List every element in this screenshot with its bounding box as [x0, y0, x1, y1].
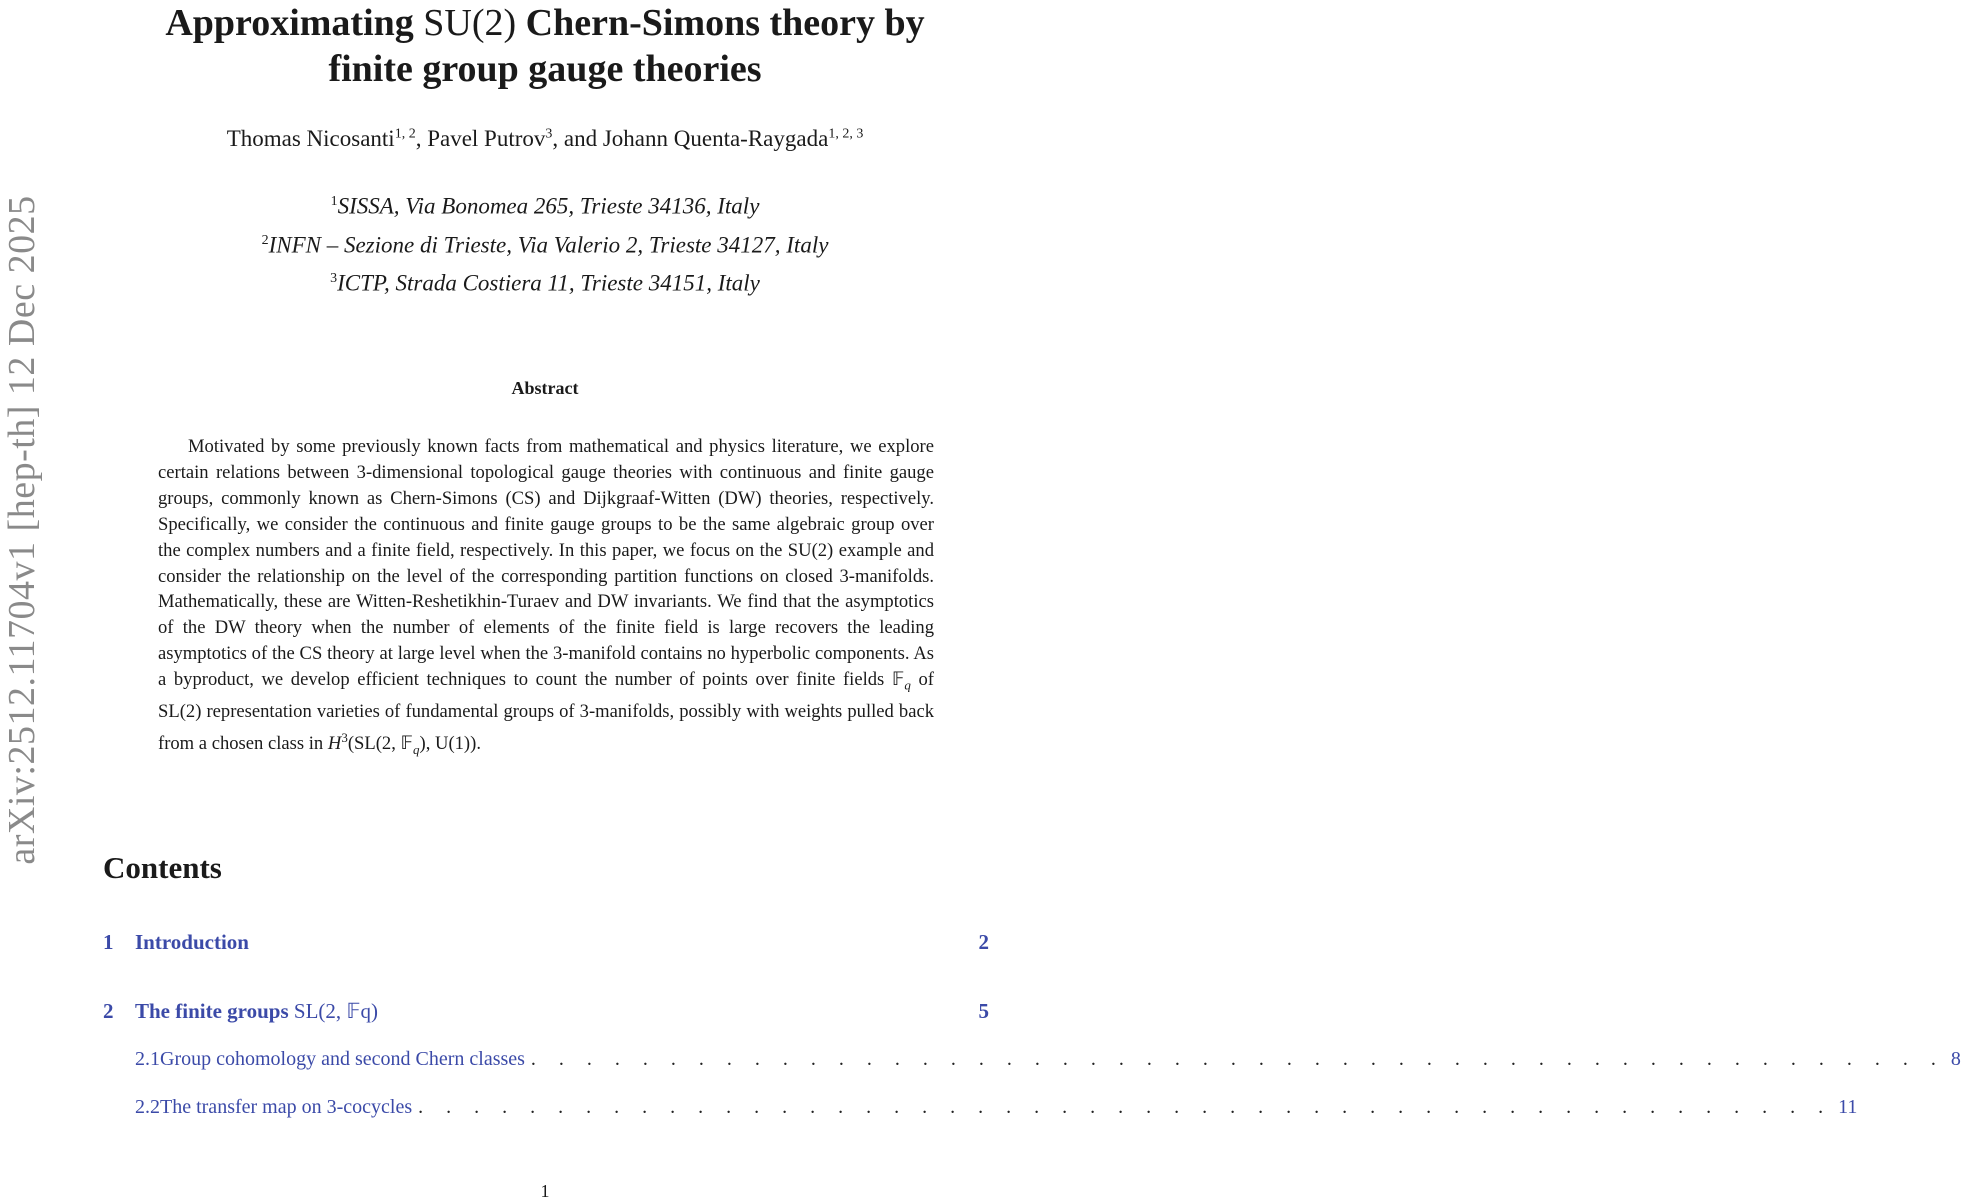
affiliation-text: ICTP, Strada Costiera 11, Trieste 34151, Italy [337, 270, 760, 296]
page-number: 1 [540, 1181, 550, 1201]
abstract-superscript: 3 [341, 729, 348, 745]
toc-page: 2 [978, 930, 989, 954]
toc-dot-leader: . . . . . . . . . . . . . . . . . . . . . . . . . . . . . . . . . . . . . . . . . . . . . . . . . . . [418, 1096, 1833, 1118]
toc-page: 11 [1838, 1096, 1858, 1118]
toc-number: 2.2 [135, 1096, 160, 1118]
toc-number: 2.1 [135, 1048, 160, 1070]
toc-dot-leader: . . . . . . . . . . . . . . . . . . . . . . . . . . . . . . . . . . . . . . . . . . . . . . . . . . . [530, 1048, 1945, 1070]
affiliation-mark: 2 [261, 232, 269, 248]
author-name: Johann Quenta-Raygada [602, 126, 829, 151]
affiliation [100, 262, 990, 301]
title-math: SU(2) [423, 2, 517, 44]
affiliation-mark: 3 [330, 271, 338, 287]
affiliation-mark: 1 [330, 194, 338, 209]
toc-title-text: Introduction [135, 930, 249, 954]
abstract-heading: Abstract [511, 378, 579, 398]
abstract-body [158, 434, 934, 763]
toc-entry-group-cohomology[interactable] [103, 1048, 1961, 1071]
title-text: Chern-Simons theory by [516, 2, 925, 44]
arxiv-watermark [0, 180, 44, 880]
author-affiliation-mark: 1, 2 [394, 126, 416, 142]
affiliation-text: SISSA, Via Bonomea 265, Trieste 34136, Italy [337, 193, 760, 219]
author-separator: , and [552, 126, 603, 151]
toc-entry-finite-groups[interactable] [103, 999, 989, 1024]
author-affiliation-mark: 3 [545, 126, 553, 142]
toc-title [135, 930, 249, 955]
toc-entry-introduction[interactable] [103, 930, 989, 955]
author-list [100, 126, 990, 152]
toc-title: The transfer map on 3-cocycles [160, 1096, 413, 1118]
title-line-1 [100, 0, 990, 46]
author-separator: , [415, 126, 428, 151]
contents-heading: Contents [103, 850, 222, 885]
title-text: Approximating [165, 2, 424, 44]
affiliation-text: INFN – Sezione di Trieste, Via Valerio 2, Trieste 34127, Italy [268, 232, 829, 258]
toc-title-math: SL(2, 𝔽q) [293, 999, 379, 1023]
paper-title [100, 0, 990, 92]
author-name: Thomas Nicosanti [226, 126, 395, 151]
toc-title: Group cohomology and second Chern classes [160, 1048, 525, 1070]
affiliation [100, 224, 990, 263]
abstract-text: Motivated by some previously known facts from mathematical and physics literature, we explore certain relations between 3-dimensional topological gauge theories with continuous and finite gauge groups, commonly known as Chern-Simons (CS) and Dijkgraaf-Witten (DW) theories, respectively. Specifically, we consider the continuous and finite gauge groups to be the same algebraic group over the complex numbers and a finite field, respectively. In this paper, we focus on the SU(2) example and consider the relationship on the level of the corresponding partition functions on closed 3-manifolds. Mathematically, these are Witten-Reshetikhin-Turaev and DW invariants. We find that the asymptotics of the DW theory when the number of elements of the finite field is large recovers the leading asymptotics of the CS theory at large level when the 3-manifold contains no hyperbolic components. As a byproduct, we develop efficient techniques to count the number of points over finite fields 𝔽 [158, 436, 934, 691]
toc-entry-transfer-map[interactable] [103, 1096, 1858, 1119]
author-affiliation-mark: 1, 2, 3 [828, 126, 864, 142]
toc-title [135, 999, 378, 1024]
abstract-subscript: q [413, 741, 420, 757]
toc-title-text: The finite groups [135, 999, 294, 1023]
toc-number: 1 [103, 930, 114, 954]
abstract-text: (SL(2, 𝔽 [347, 732, 414, 754]
abstract-subscript: q [904, 677, 911, 693]
toc-page: 5 [978, 999, 989, 1023]
author-name: Pavel Putrov [427, 126, 546, 151]
toc-number: 2 [103, 999, 114, 1023]
title-line-2: finite group gauge theories [328, 48, 762, 90]
abstract-math: H [327, 732, 342, 754]
affiliation-list [100, 185, 990, 301]
affiliation [100, 185, 990, 224]
toc-page: 8 [1950, 1048, 1961, 1070]
abstract-text: ), U(1)). [419, 732, 481, 754]
abstract-text: of SL(2) representation varieties of fundamental groups of 3-manifolds, possibly with weights pulled back from a chosen class in [158, 669, 935, 754]
arxiv-identifier: arXiv:2512.11704v1 [hep-th] 12 Dec 2025 [1, 195, 43, 865]
